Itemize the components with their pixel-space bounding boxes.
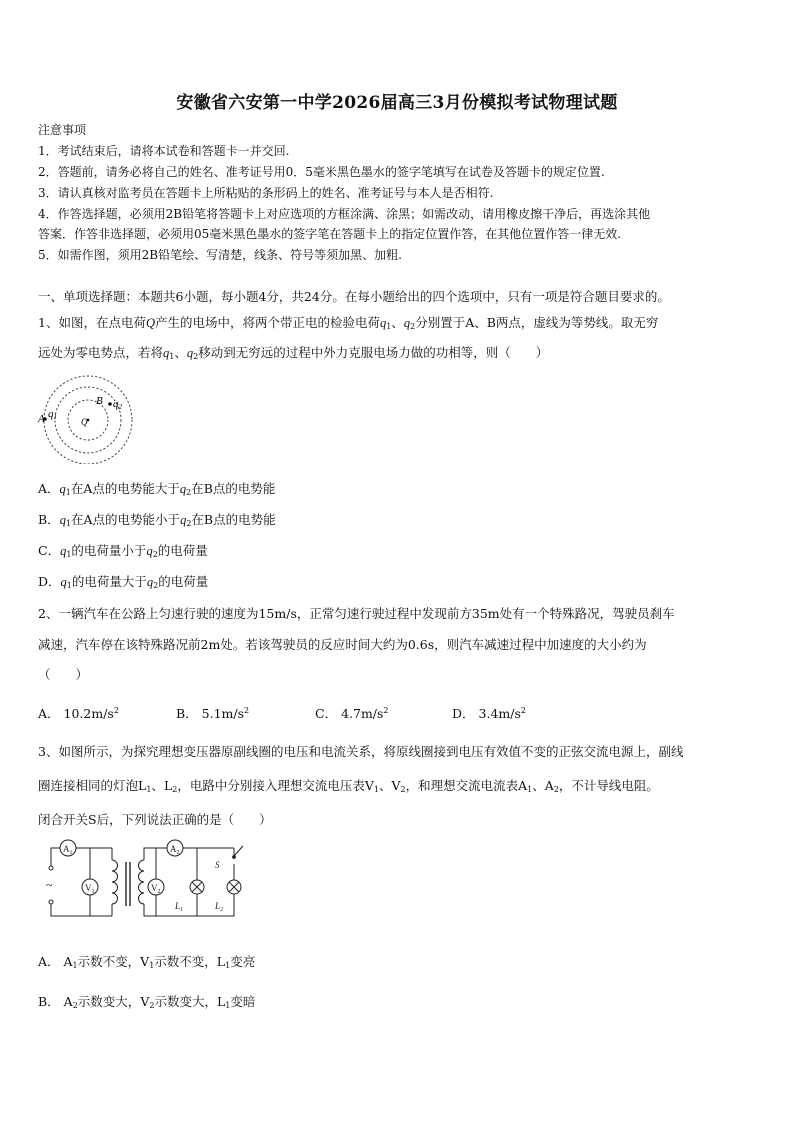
notice-item: 答案．作答非选择题，必须用05毫米黑色墨水的签字笔在答题卡上的指定位置作答，在其他位置作答一律无效.	[38, 227, 622, 241]
ammeter-a1-label: $A_1$	[63, 844, 73, 856]
q1-equipotential-figure	[36, 374, 136, 464]
q2-option-d[interactable]: D． $3.4m/s^2$	[452, 706, 526, 721]
q2-option-a[interactable]: A． $10.2m/s^2$	[38, 706, 119, 721]
point-charge-q-label: Q	[81, 417, 88, 427]
notice-item: 3．请认真核对监考员在答题卡上所粘贴的条形码上的姓名、准考证号与本人是否相符.	[38, 186, 494, 200]
q1-line2: 远处为零电势点，若将$q_1$、$q_2$移动到无穷远的过程中外力克服电场力做的功相等，则（ ）	[38, 345, 549, 361]
notice-item: 4．作答选择题，必须用2B铅笔将答题卡上对应选项的方框涂满、涂黑；如需改动，请用橡皮擦干净后，再选涂其他	[38, 207, 651, 221]
ammeter-a2-label: $A_2$	[170, 844, 180, 856]
q2-option-b[interactable]: B． $5.1m/s^2$	[176, 706, 250, 721]
q2-line2: 减速，汽车停在该特殊路况前2m处。若该驾驶员的反应时间大约为0.6s，则汽车减速过程中加速度的大小约为	[38, 637, 647, 652]
lamp-l2-label: $L_2$	[215, 901, 224, 913]
q1-option-b[interactable]: B．$q_1$在A点的电势能小于$q_2$在B点的电势能	[38, 512, 276, 528]
q1-charge-label: q1	[48, 408, 57, 421]
q2-option-c[interactable]: C． $4.7m/s^2$	[315, 706, 389, 721]
q3-line2: 圈连接相同的灯泡$L_1$、$L_2$，电路中分别接入理想交流电压表$V_1$、$V_2$，和理想交流电流表$A_1$、$A_2$，不计导线电阻。	[38, 778, 659, 794]
q3-line3: 闭合开关S后，下列说法正确的是（ ）	[38, 812, 272, 827]
q1-option-c[interactable]: C．$q_1$的电荷量小于$q_2$的电荷量	[38, 543, 208, 559]
ac-source-symbol: ~	[46, 878, 53, 892]
page-title: 安徽省六安第一中学2026届高三3月份模拟考试物理试题	[176, 93, 618, 113]
notice-heading: 注意事项	[38, 123, 87, 137]
section-heading: 一、单项选择题：本题共6小题，每小题4分，共24分。在每小题给出的四个选项中，只有一项是符合题目要求的。	[38, 289, 670, 304]
q3-option-b[interactable]: B． $A_2$示数变大，$V_2$示数变大，$L_1$变暗	[38, 994, 256, 1010]
switch-s-label: S	[215, 860, 220, 870]
q3-transformer-circuit	[40, 836, 250, 926]
q3-line1: 3、如图所示，为探究理想变压器原副线圈的电压和电流关系，将原线圈接到电压有效值不变的正弦交流电源上，副线	[38, 744, 684, 759]
voltmeter-v1-label: $V_1$	[85, 883, 95, 895]
q2-charge-label: q2	[113, 398, 122, 411]
q1-option-a[interactable]: A．$q_1$在A点的电势能大于$q_2$在B点的电势能	[38, 481, 276, 497]
point-a-label: A	[38, 413, 45, 425]
notice-item: 2．答题前，请务必将自己的姓名、准考证号用0．5毫米黑色墨水的签字笔填写在试卷及答题卡的规定位置.	[38, 165, 605, 179]
q1-option-d[interactable]: D．$q_1$的电荷量大于$q_2$的电荷量	[38, 574, 209, 590]
point-b-label: B	[96, 395, 103, 407]
notice-item: 5．如需作图，须用2B铅笔绘、写清楚，线条、符号等须加黑、加粗.	[38, 248, 402, 262]
notice-item: 1．考试结束后，请将本试卷和答题卡一并交回.	[38, 144, 290, 158]
q2-line1: 2、一辆汽车在公路上匀速行驶的速度为15m/s，正常匀速行驶过程中发现前方35m处有一个特殊路况，驾驶员刹车	[38, 606, 675, 621]
voltmeter-v2-label: $V_2$	[151, 883, 161, 895]
q3-option-a[interactable]: A． $A_1$示数不变，$V_1$示数不变，$L_1$变亮	[38, 954, 256, 970]
lamp-l1-label: $L_1$	[175, 901, 184, 913]
q2-answer-paren: （ ）	[38, 667, 89, 682]
q1-line1: 1、如图，在点电荷Q产生的电场中，将两个带正电的检验电荷$q_1$、$q_2$分别置于A、B两点，虚线为等势线。取无穷	[38, 315, 659, 331]
